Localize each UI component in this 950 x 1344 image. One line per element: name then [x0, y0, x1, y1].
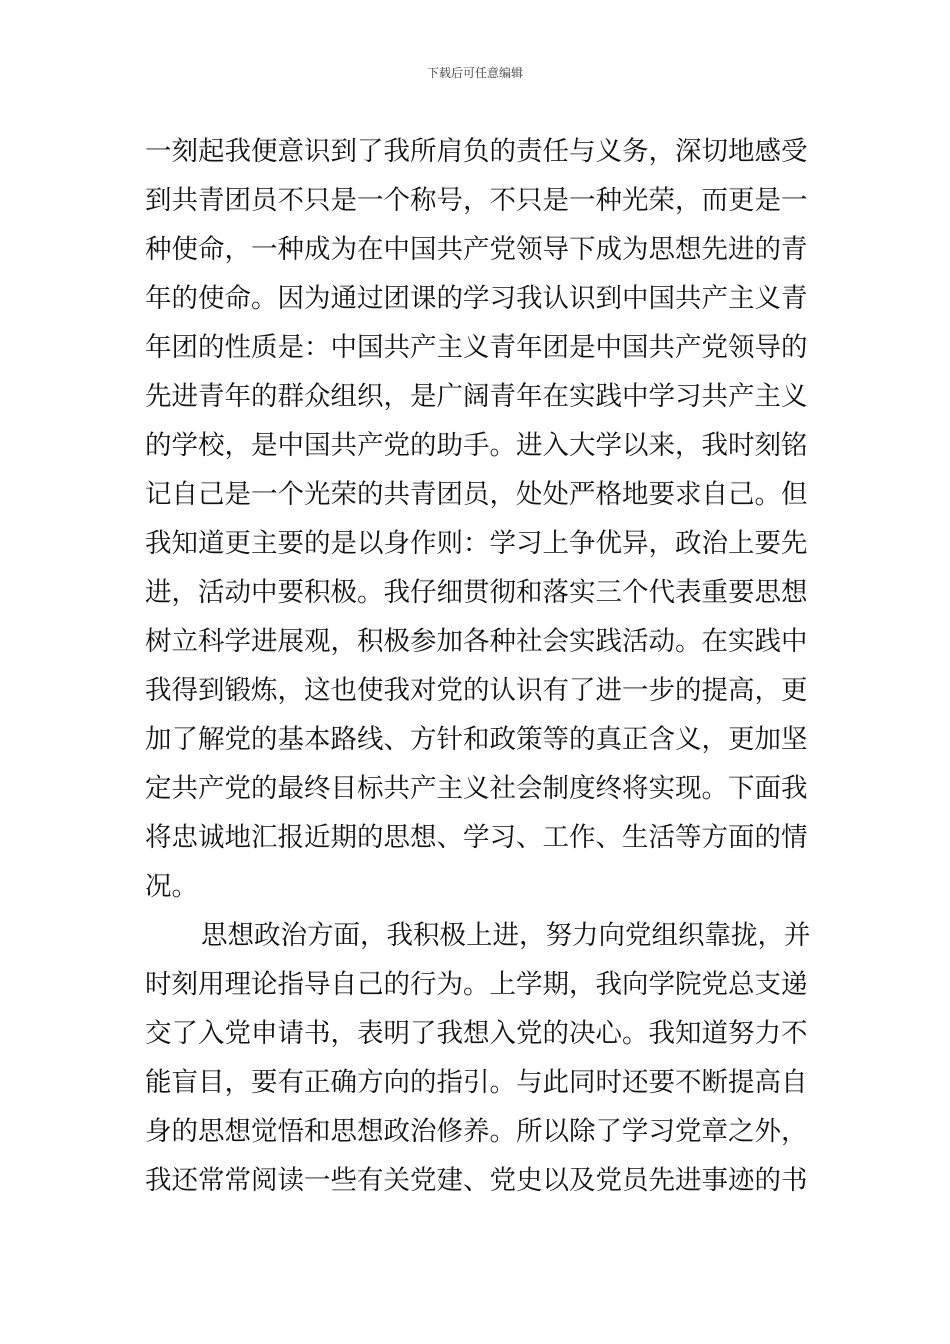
- body-line: 进，活动中要积极。我仔细贯彻和落实三个代表重要思想: [145, 577, 808, 608]
- body-line: 先进青年的群众组织，是广阔青年在实践中学习共产主义: [145, 381, 808, 412]
- body-line: 我知道更主要的是以身作则：学习上争优异，政治上要先: [145, 528, 808, 559]
- body-line: 将忠诚地汇报近期的思想、学习、工作、生活等方面的情: [145, 822, 808, 853]
- paragraph-start-line: 思想政治方面，我积极上进，努力向党组织靠拢，并: [201, 920, 811, 951]
- body-line: 我得到锻炼，这也使我对党的认识有了进一步的提高，更: [145, 675, 808, 706]
- body-line: 树立科学进展观，积极参加各种社会实践活动。在实践中: [145, 626, 808, 657]
- body-line: 记自己是一个光荣的共青团员，处处严格地要求自己。但: [145, 479, 808, 510]
- body-line: 年的使命。因为通过团课的学习我认识到中国共产主义青: [145, 283, 808, 314]
- body-line: 时刻用理论指导自己的行为。上学期，我向学院党总支递: [145, 969, 808, 1000]
- body-line: 定共产党的最终目标共产主义社会制度终将实现。下面我: [145, 773, 808, 804]
- body-line: 的学校，是中国共产党的助手。进入大学以来，我时刻铭: [145, 430, 808, 461]
- page-header: 下载后可任意编辑: [426, 66, 523, 80]
- document-body: [145, 127, 811, 1205]
- body-line: 身的思想觉悟和思想政治修养。所以除了学习党章之外，: [145, 1116, 808, 1147]
- body-line: 能盲目，要有正确方向的指引。与此同时还要不断提高自: [145, 1067, 808, 1098]
- body-line: 交了入党申请书，表明了我想入党的决心。我知道努力不: [145, 1018, 808, 1049]
- body-line: 况。: [145, 871, 198, 902]
- body-line: 种使命，一种成为在中国共产党领导下成为思想先进的青: [145, 234, 808, 265]
- body-line: 年团的性质是：中国共产主义青年团是中国共产党领导的: [145, 332, 808, 363]
- body-line: 一刻起我便意识到了我所肩负的责任与义务，深切地感受: [145, 136, 808, 167]
- body-line: 到共青团员不只是一个称号，不只是一种光荣，而更是一: [145, 185, 808, 216]
- body-line: 加了解党的基本路线、方针和政策等的真正含义，更加坚: [145, 724, 808, 755]
- body-line: 我还常常阅读一些有关党建、党史以及党员先进事迹的书: [145, 1165, 808, 1196]
